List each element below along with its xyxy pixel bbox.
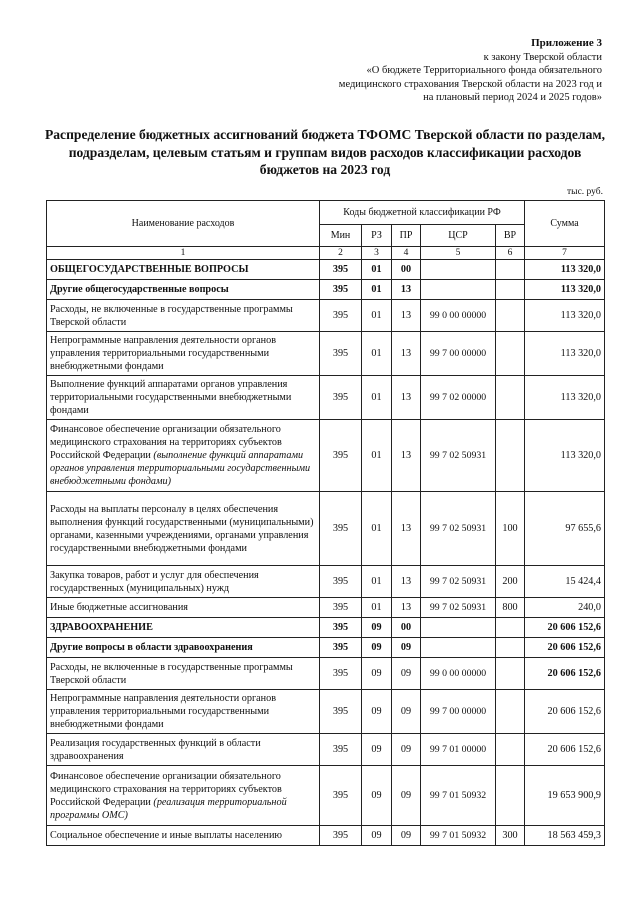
cell-name bbox=[47, 420, 320, 492]
cell-name bbox=[47, 638, 320, 658]
row-name: ЗДРАВООХРАНЕНИЕ bbox=[50, 622, 153, 633]
cell-rz: 09 bbox=[362, 734, 392, 766]
row-name: Закупка товаров, работ и услуг для обеспечения государственных (муниципальных) нужд bbox=[50, 569, 259, 594]
cell-rz: 01 bbox=[362, 492, 392, 566]
cell-name bbox=[47, 658, 320, 690]
cell-csr: 99 0 00 00000 bbox=[421, 658, 496, 690]
cell-min: 395 bbox=[320, 376, 362, 420]
cell-name bbox=[47, 280, 320, 300]
cell-pr: 13 bbox=[392, 376, 421, 420]
cell-pr: 09 bbox=[392, 826, 421, 846]
row-name: Расходы на выплаты персоналу в целях обеспечения выполнения функций государственными (муниципальными) органами, казенными учреждениями, органами управления государственными внебюджетными фондами bbox=[50, 503, 314, 554]
table-row bbox=[47, 420, 605, 492]
row-note: (реализация территориальной программы ОМС) bbox=[50, 796, 287, 821]
cell-rz: 01 bbox=[362, 260, 392, 280]
cell-csr: 99 7 02 50931 bbox=[421, 566, 496, 598]
cell-vr: 200 bbox=[496, 566, 525, 598]
cell-rz: 01 bbox=[362, 420, 392, 492]
cell-rz: 09 bbox=[362, 690, 392, 734]
table-row bbox=[47, 492, 605, 566]
row-name: Непрограммные направления деятельности органов управления территориальными государственными внебюджетными фондами bbox=[50, 693, 277, 730]
cell-csr: 99 7 02 50931 bbox=[421, 420, 496, 492]
cell-name bbox=[47, 300, 320, 332]
cell-vr bbox=[496, 300, 525, 332]
row-name: Расходы, не включенные в государственные программы Тверской области bbox=[50, 661, 293, 686]
header-min: Мин bbox=[320, 225, 362, 247]
column-number: 1 bbox=[47, 247, 320, 260]
table-row bbox=[47, 658, 605, 690]
cell-csr: 99 7 01 50932 bbox=[421, 826, 496, 846]
cell-rz: 09 bbox=[362, 826, 392, 846]
row-name: Другие общегосударственные вопросы bbox=[50, 284, 229, 295]
cell-min: 395 bbox=[320, 734, 362, 766]
cell-min: 395 bbox=[320, 332, 362, 376]
cell-rz: 01 bbox=[362, 280, 392, 300]
cell-vr bbox=[496, 618, 525, 638]
header-sum: Сумма bbox=[525, 201, 605, 247]
cell-min: 395 bbox=[320, 300, 362, 332]
table-row bbox=[47, 280, 605, 300]
row-name: Финансовое обеспечение организации обязательного медицинского страхования на территориях субъектов Российской Федерации bbox=[50, 424, 282, 461]
cell-name bbox=[47, 376, 320, 420]
cell-name bbox=[47, 734, 320, 766]
cell-pr: 13 bbox=[392, 280, 421, 300]
table-body bbox=[47, 260, 605, 846]
cell-vr bbox=[496, 260, 525, 280]
cell-min: 395 bbox=[320, 598, 362, 618]
cell-min: 395 bbox=[320, 766, 362, 826]
cell-sum: 20 606 152,6 bbox=[525, 638, 605, 658]
cell-vr: 800 bbox=[496, 598, 525, 618]
cell-csr: 99 7 02 50931 bbox=[421, 492, 496, 566]
cell-sum: 113 320,0 bbox=[525, 332, 605, 376]
row-name: Социальное обеспечение и иные выплаты населению bbox=[50, 830, 283, 841]
units-label: тыс. руб. bbox=[567, 187, 603, 197]
cell-min: 395 bbox=[320, 566, 362, 598]
cell-sum: 113 320,0 bbox=[525, 420, 605, 492]
row-name: Расходы, не включенные в государственные программы Тверской области bbox=[50, 303, 293, 328]
cell-pr: 09 bbox=[392, 690, 421, 734]
header-pr: ПР bbox=[392, 225, 421, 247]
cell-pr: 13 bbox=[392, 566, 421, 598]
cell-vr: 100 bbox=[496, 492, 525, 566]
cell-sum: 20 606 152,6 bbox=[525, 734, 605, 766]
appendix-line: на плановый период 2024 и 2025 годов» bbox=[423, 92, 602, 103]
cell-min: 395 bbox=[320, 638, 362, 658]
cell-vr bbox=[496, 638, 525, 658]
cell-vr: 300 bbox=[496, 826, 525, 846]
cell-rz: 09 bbox=[362, 618, 392, 638]
cell-name bbox=[47, 690, 320, 734]
cell-min: 395 bbox=[320, 260, 362, 280]
cell-min: 395 bbox=[320, 280, 362, 300]
row-name: Выполнение функций аппаратами органов управления территориальными государственными внебюджетными фондами bbox=[50, 379, 292, 416]
cell-csr bbox=[421, 638, 496, 658]
row-name: ОБЩЕГОСУДАРСТВЕННЫЕ ВОПРОСЫ bbox=[50, 264, 249, 275]
cell-sum: 18 563 459,3 bbox=[525, 826, 605, 846]
cell-sum: 113 320,0 bbox=[525, 300, 605, 332]
cell-csr bbox=[421, 618, 496, 638]
budget-table bbox=[46, 200, 605, 846]
cell-rz: 09 bbox=[362, 766, 392, 826]
cell-min: 395 bbox=[320, 658, 362, 690]
cell-rz: 01 bbox=[362, 566, 392, 598]
cell-vr bbox=[496, 332, 525, 376]
cell-vr bbox=[496, 280, 525, 300]
cell-name bbox=[47, 566, 320, 598]
cell-csr bbox=[421, 260, 496, 280]
cell-pr: 09 bbox=[392, 658, 421, 690]
appendix-line: «О бюджете Территориального фонда обязательного bbox=[366, 65, 602, 76]
table-row bbox=[47, 638, 605, 658]
cell-sum: 20 606 152,6 bbox=[525, 690, 605, 734]
cell-pr: 13 bbox=[392, 300, 421, 332]
cell-pr: 09 bbox=[392, 766, 421, 826]
column-number: 5 bbox=[421, 247, 496, 260]
cell-name bbox=[47, 492, 320, 566]
table-row bbox=[47, 690, 605, 734]
row-name: Реализация государственных функций в области здравоохранения bbox=[50, 737, 261, 762]
cell-sum: 97 655,6 bbox=[525, 492, 605, 566]
cell-sum: 20 606 152,6 bbox=[525, 618, 605, 638]
cell-pr: 09 bbox=[392, 638, 421, 658]
appendix-header bbox=[272, 37, 602, 105]
cell-rz: 09 bbox=[362, 638, 392, 658]
cell-csr bbox=[421, 280, 496, 300]
cell-csr: 99 7 01 50932 bbox=[421, 766, 496, 826]
table-row bbox=[47, 566, 605, 598]
header-csr: ЦСР bbox=[421, 225, 496, 247]
header-name: Наименование расходов bbox=[47, 201, 320, 247]
cell-name bbox=[47, 598, 320, 618]
cell-min: 395 bbox=[320, 618, 362, 638]
row-name: Иные бюджетные ассигнования bbox=[50, 602, 188, 613]
cell-rz: 09 bbox=[362, 658, 392, 690]
cell-rz: 01 bbox=[362, 376, 392, 420]
cell-name bbox=[47, 332, 320, 376]
column-number: 4 bbox=[392, 247, 421, 260]
cell-vr bbox=[496, 690, 525, 734]
table-row bbox=[47, 734, 605, 766]
appendix-line: медицинского страхования Тверской области на 2023 год и bbox=[338, 78, 602, 90]
cell-min: 395 bbox=[320, 690, 362, 734]
cell-sum: 20 606 152,6 bbox=[525, 658, 605, 690]
cell-pr: 09 bbox=[392, 734, 421, 766]
table-row bbox=[47, 260, 605, 280]
cell-csr: 99 7 02 00000 bbox=[421, 376, 496, 420]
cell-csr: 99 7 02 50931 bbox=[421, 598, 496, 618]
cell-pr: 00 bbox=[392, 260, 421, 280]
cell-rz: 01 bbox=[362, 300, 392, 332]
cell-pr: 00 bbox=[392, 618, 421, 638]
table-row bbox=[47, 826, 605, 846]
cell-vr bbox=[496, 376, 525, 420]
cell-vr bbox=[496, 734, 525, 766]
cell-rz: 01 bbox=[362, 332, 392, 376]
table-row bbox=[47, 300, 605, 332]
header-vr: ВР bbox=[496, 225, 525, 247]
row-name: Непрограммные направления деятельности органов управления территориальными государственными внебюджетными фондами bbox=[50, 335, 277, 372]
row-name: Финансовое обеспечение организации обязательного медицинского страхования на территориях субъектов Российской Федерации bbox=[50, 770, 282, 808]
cell-vr bbox=[496, 420, 525, 492]
cell-csr: 99 7 00 00000 bbox=[421, 332, 496, 376]
cell-pr: 13 bbox=[392, 420, 421, 492]
appendix-line: к закону Тверской области bbox=[483, 51, 602, 63]
cell-name bbox=[47, 826, 320, 846]
cell-sum: 113 320,0 bbox=[525, 260, 605, 280]
appendix-title: Приложение 3 bbox=[531, 37, 602, 49]
document-title: Распределение бюджетных ассигнований бюджета ТФОМС Тверской области по разделам, подразделам, целевым статьям и группам видов расходов классификации расходов бюджетов на 2023 год bbox=[44, 127, 606, 177]
cell-min: 395 bbox=[320, 420, 362, 492]
cell-min: 395 bbox=[320, 826, 362, 846]
cell-sum: 240,0 bbox=[525, 598, 605, 618]
table-row bbox=[47, 766, 605, 826]
cell-pr: 13 bbox=[392, 332, 421, 376]
cell-sum: 15 424,4 bbox=[525, 566, 605, 598]
column-number: 3 bbox=[362, 247, 392, 260]
cell-csr: 99 7 00 00000 bbox=[421, 690, 496, 734]
cell-sum: 113 320,0 bbox=[525, 280, 605, 300]
cell-pr: 13 bbox=[392, 598, 421, 618]
cell-sum: 113 320,0 bbox=[525, 376, 605, 420]
header-codes-group: Коды бюджетной классификации РФ bbox=[320, 201, 525, 225]
table-row bbox=[47, 376, 605, 420]
table-row bbox=[47, 618, 605, 638]
row-name: Другие вопросы в области здравоохранения bbox=[50, 642, 253, 653]
column-number: 7 bbox=[525, 247, 605, 260]
cell-name bbox=[47, 618, 320, 638]
cell-name bbox=[47, 260, 320, 280]
header-rz: РЗ bbox=[362, 225, 392, 247]
cell-name bbox=[47, 766, 320, 826]
cell-vr bbox=[496, 766, 525, 826]
cell-csr: 99 7 01 00000 bbox=[421, 734, 496, 766]
column-number: 2 bbox=[320, 247, 362, 260]
cell-csr: 99 0 00 00000 bbox=[421, 300, 496, 332]
column-number: 6 bbox=[496, 247, 525, 260]
table-row bbox=[47, 332, 605, 376]
cell-vr bbox=[496, 658, 525, 690]
cell-pr: 13 bbox=[392, 492, 421, 566]
cell-sum: 19 653 900,9 bbox=[525, 766, 605, 826]
table-row bbox=[47, 598, 605, 618]
cell-min: 395 bbox=[320, 492, 362, 566]
cell-rz: 01 bbox=[362, 598, 392, 618]
row-note: (выполнение функций аппаратами органов управления территориальными государственными внебюджетными фондами) bbox=[50, 450, 311, 487]
